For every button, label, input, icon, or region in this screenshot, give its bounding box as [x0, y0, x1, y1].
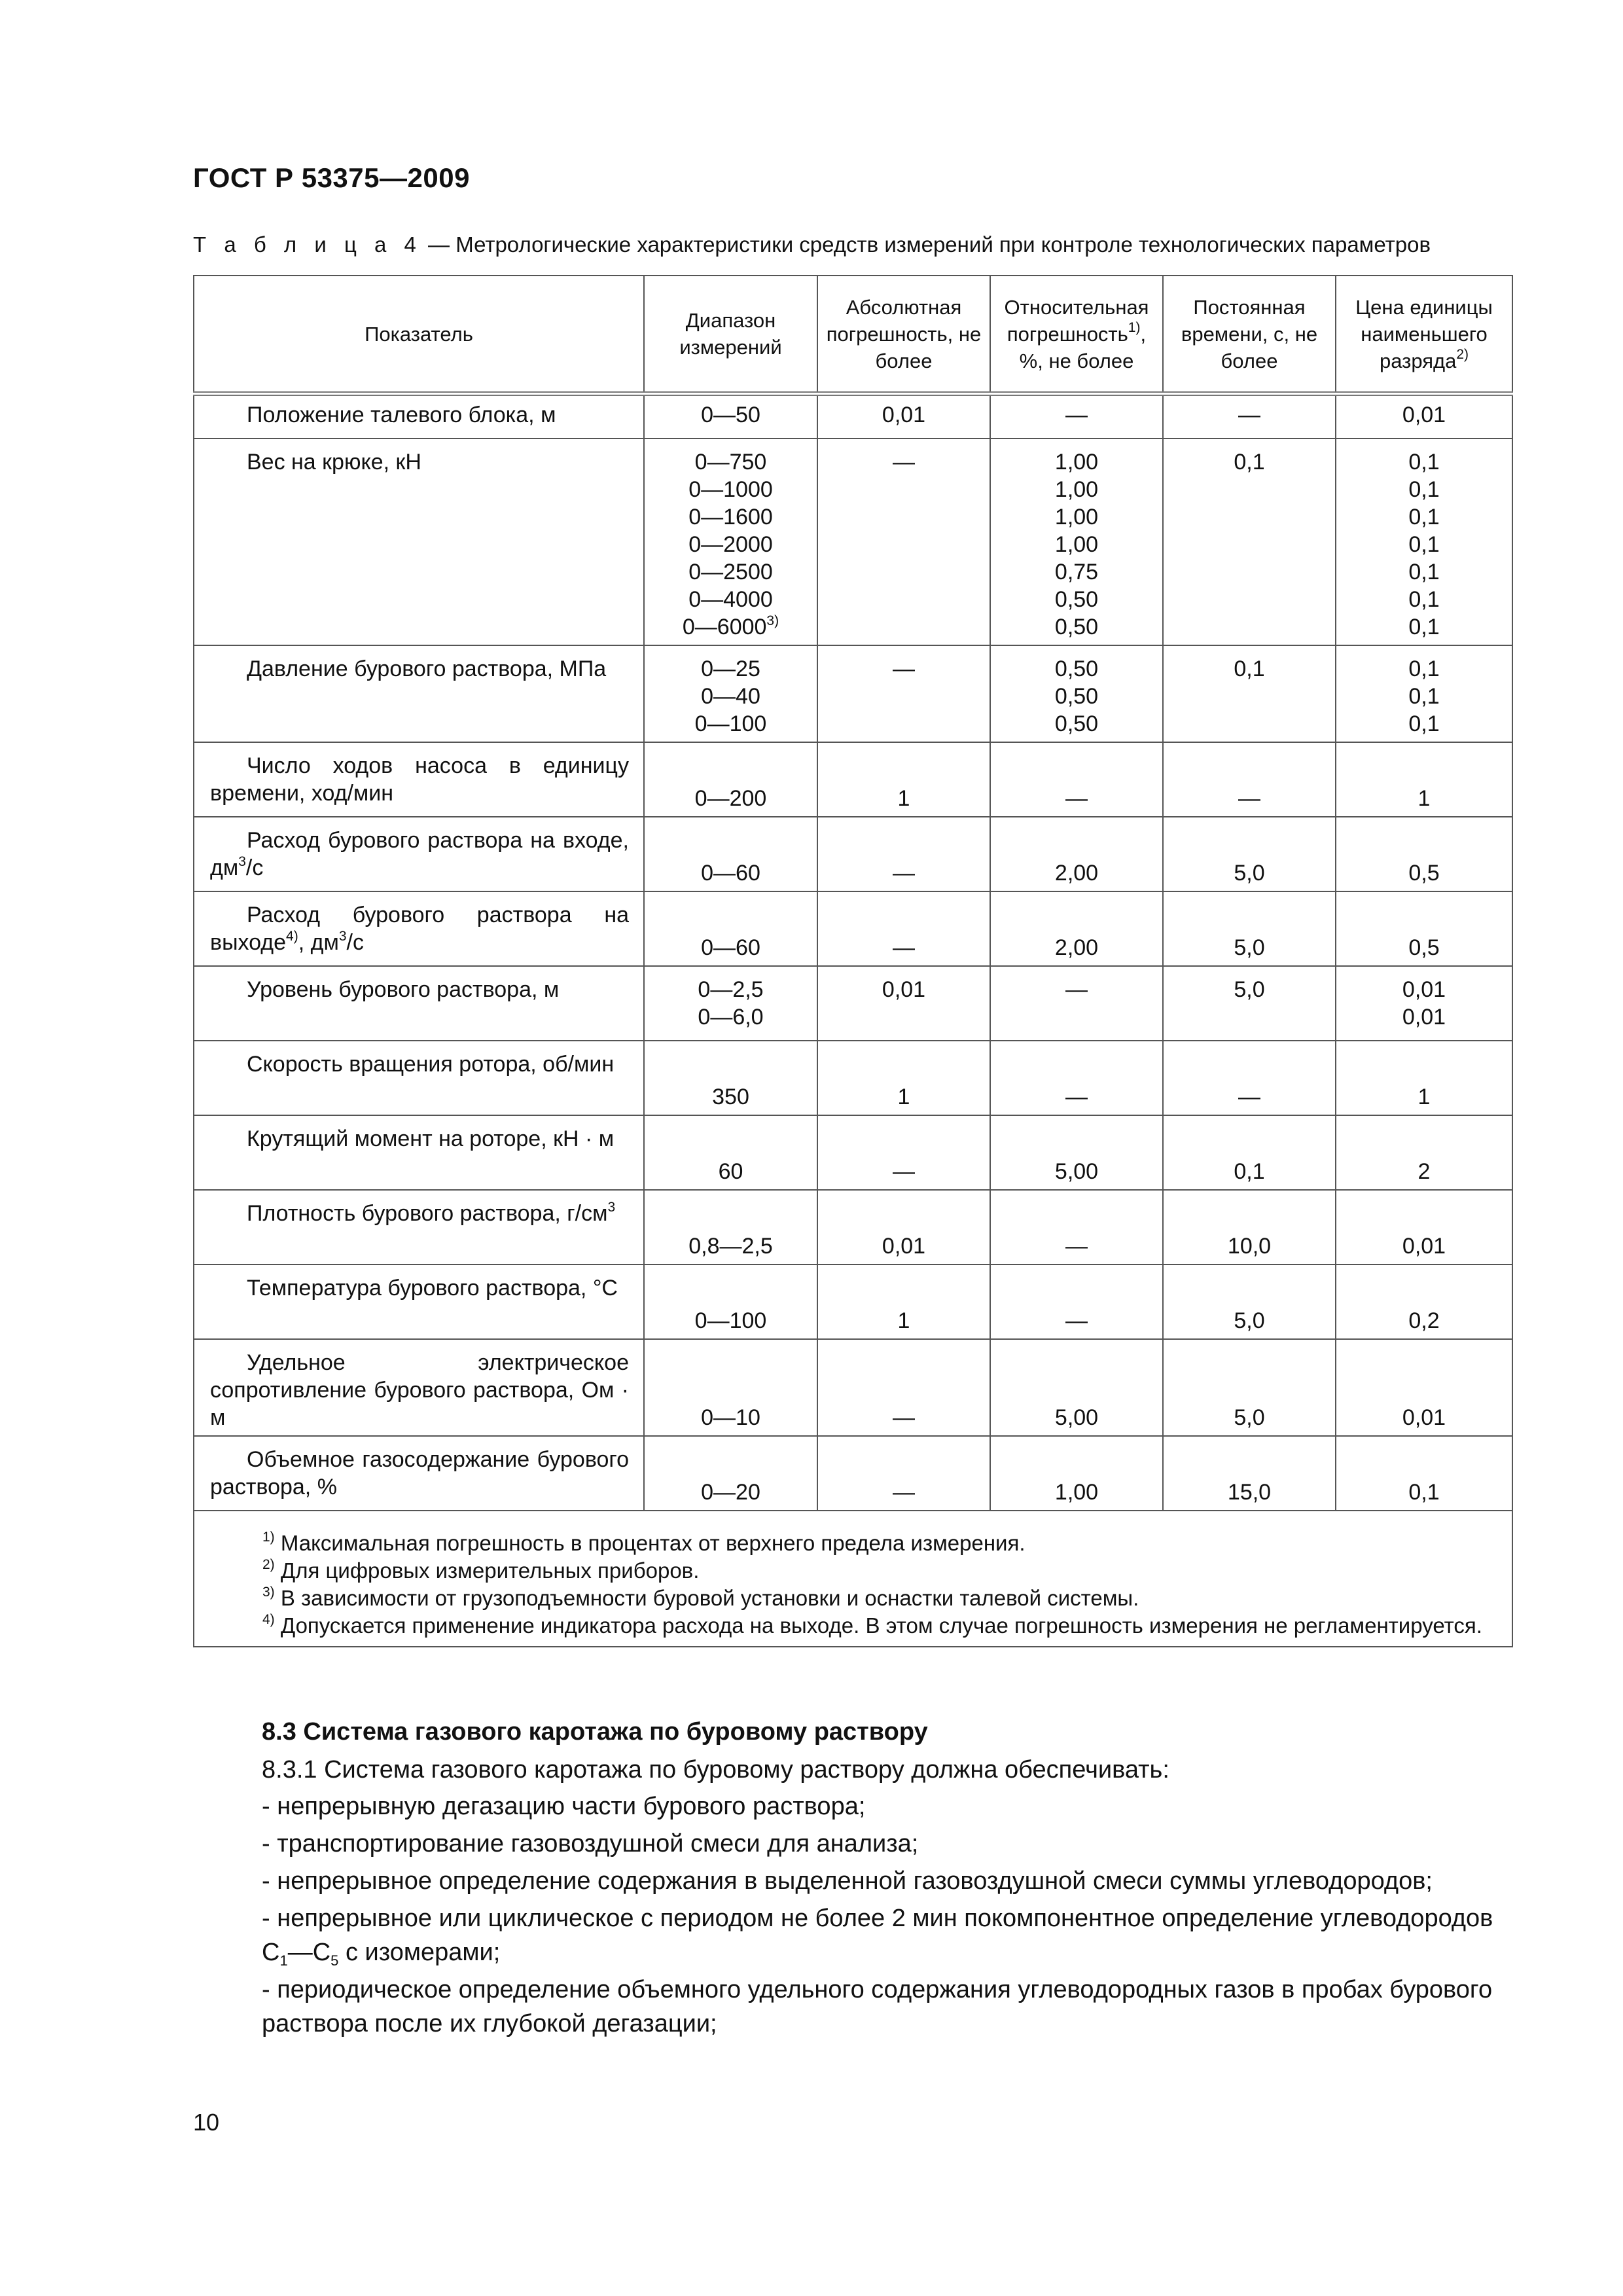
- footnote: [210, 1585, 1496, 1612]
- rel-value: 1,00: [1054, 532, 1099, 557]
- row-time-constant: 0,1: [1163, 1115, 1336, 1190]
- table-row: [194, 891, 1512, 966]
- footnote: [210, 1612, 1496, 1640]
- row-range: 0—200: [644, 742, 817, 817]
- row-time-constant: —: [1163, 1041, 1336, 1115]
- requirements-list: [262, 1789, 1512, 2044]
- row-rel-error: 2,00: [990, 891, 1163, 966]
- row-time-constant: 5,0: [1163, 966, 1336, 1041]
- row-parameter: [194, 817, 644, 891]
- row-rel-error: [990, 645, 1163, 742]
- row-resolution: 2: [1336, 1115, 1512, 1190]
- range-value: 0—4000: [688, 587, 773, 612]
- row-abs-error: 1: [817, 742, 990, 817]
- range-value: 0—25: [701, 656, 760, 681]
- unit-superscript: 3: [607, 1200, 616, 1215]
- row-time-constant: 0,1: [1163, 645, 1336, 742]
- row-abs-error: 0,01: [817, 966, 990, 1041]
- rel-value: 0,50: [1054, 656, 1099, 681]
- footnote-text: Максимальная погрешность в процентах от верхнего предела измерения.: [274, 1531, 1026, 1555]
- row-range: 0—50: [644, 394, 817, 439]
- unit-superscript: 3: [338, 929, 347, 944]
- footnote: [210, 1557, 1496, 1585]
- price-value: 0,1: [1408, 532, 1440, 557]
- rel-value: 0,75: [1054, 560, 1099, 584]
- price-value: 0,1: [1408, 615, 1440, 639]
- row-range: [644, 966, 817, 1041]
- price-value: 0,1: [1408, 450, 1440, 475]
- row-range: 60: [644, 1115, 817, 1190]
- range-value: 0—750: [694, 450, 767, 475]
- price-value: 0,1: [1408, 684, 1440, 709]
- list-item-text: с изомерами;: [338, 1939, 501, 1966]
- row-parameter-text: Расход бурового раствора на выходе: [210, 903, 629, 955]
- price-value: 0,1: [1408, 656, 1440, 681]
- price-value: 0,1: [1408, 477, 1440, 502]
- row-rel-error: 1,00: [990, 1436, 1163, 1511]
- row-time-constant: 0,1: [1163, 439, 1336, 645]
- range-footnote-mark: 3): [766, 613, 779, 628]
- row-parameter: Объемное газосодержание бурового раствора, %: [194, 1436, 644, 1511]
- price-value: 0,01: [1402, 977, 1446, 1002]
- range-value: 0—1000: [688, 477, 773, 502]
- subscript: 5: [330, 1952, 339, 1969]
- footnote: [210, 1530, 1496, 1557]
- row-time-constant: —: [1163, 742, 1336, 817]
- row-parameter-text: Плотность бурового раствора, г/см: [247, 1201, 608, 1226]
- row-parameter: Скорость вращения ротора, об/мин: [194, 1041, 644, 1115]
- footnote-text: Для цифровых измерительных приборов.: [274, 1558, 700, 1583]
- col-header-rel-error-note: 1): [1128, 319, 1141, 335]
- rel-value: 0,50: [1054, 684, 1099, 709]
- row-abs-error: —: [817, 439, 990, 645]
- range-value: 0—2000: [688, 532, 773, 557]
- rel-value: 1,00: [1054, 450, 1099, 475]
- list-item: [262, 1901, 1512, 1969]
- col-header-time-constant: Постоянная времени, с, не более: [1163, 276, 1336, 394]
- list-item: - непрерывную дегазацию части бурового раствора;: [262, 1793, 866, 1820]
- row-resolution: [1336, 645, 1512, 742]
- row-resolution: 0,5: [1336, 817, 1512, 891]
- table-row: [194, 817, 1512, 891]
- table-caption-text: — Метрологические характеристики средств измерений при контроле технологических параметров: [421, 232, 1431, 257]
- price-value: 0,1: [1408, 505, 1440, 529]
- table-row: [194, 742, 1512, 817]
- row-abs-error: 1: [817, 1041, 990, 1115]
- table-row: [194, 966, 1512, 1041]
- price-value: 0,1: [1408, 560, 1440, 584]
- table-row: [194, 1190, 1512, 1265]
- row-parameter: Давление бурового раствора, МПа: [194, 645, 644, 742]
- list-item: - непрерывное определение содержания в выделенной газовоздушной смеси суммы углеводородов;: [262, 1867, 1433, 1895]
- price-value: 0,1: [1408, 711, 1440, 736]
- range-value: 0—2500: [688, 560, 773, 584]
- subscript: 1: [279, 1952, 288, 1969]
- footnote-text: Допускается применение индикатора расхода на выходе. В этом случае погрешность измерения не регламентируется.: [274, 1613, 1482, 1638]
- row-parameter: [194, 1190, 644, 1265]
- row-resolution: [1336, 439, 1512, 645]
- price-value: 0,1: [1408, 587, 1440, 612]
- row-rel-error: [990, 439, 1163, 645]
- list-item: - периодическое определение объемного удельного содержания углеводородных газов в пробах бурового раствора после их глубокой дегазации;: [262, 1976, 1493, 2037]
- rel-value: 1,00: [1054, 477, 1099, 502]
- row-parameter: Положение талевого блока, м: [194, 394, 644, 439]
- row-rel-error: —: [990, 742, 1163, 817]
- row-rel-error: 5,00: [990, 1339, 1163, 1436]
- range-value: 0—2,5: [698, 977, 764, 1002]
- row-resolution: 0,01: [1336, 1190, 1512, 1265]
- rel-value: 0,50: [1054, 711, 1099, 736]
- col-header-abs-error: Абсолютная погрешность, не более: [817, 276, 990, 394]
- row-abs-error: —: [817, 645, 990, 742]
- row-parameter: Удельное электрическое сопротивление бурового раствора, Ом · м: [194, 1339, 644, 1436]
- col-header-rel-error-suffix: , %, не более: [1019, 322, 1147, 372]
- row-abs-error: 1: [817, 1265, 990, 1339]
- list-item: - транспортирование газовоздушной смеси для анализа;: [262, 1830, 919, 1857]
- rel-value: 1,00: [1054, 505, 1099, 529]
- range-value: 0—6000: [682, 615, 767, 639]
- row-abs-error: —: [817, 891, 990, 966]
- table-caption-label: Т а б л и ц а 4: [193, 232, 422, 257]
- row-range: 0—60: [644, 817, 817, 891]
- table-row: [194, 1436, 1512, 1511]
- row-abs-error: —: [817, 1436, 990, 1511]
- row-range: 0—10: [644, 1339, 817, 1436]
- table-row: [194, 1041, 1512, 1115]
- list-item-text: —С: [287, 1939, 331, 1966]
- row-parameter-text: Расход бурового раствора на входе, дм: [210, 828, 629, 880]
- row-resolution: [1336, 966, 1512, 1041]
- table-header-row: [194, 276, 1512, 394]
- row-rel-error: —: [990, 1190, 1163, 1265]
- range-value: 0—40: [701, 684, 760, 709]
- row-time-constant: 5,0: [1163, 817, 1336, 891]
- row-range: [644, 439, 817, 645]
- row-resolution: 1: [1336, 742, 1512, 817]
- table-footnotes: [194, 1511, 1512, 1647]
- row-parameter-tail: /с: [346, 930, 364, 955]
- col-header-resolution-note: 2): [1456, 346, 1469, 362]
- row-rel-error: 5,00: [990, 1115, 1163, 1190]
- footnote-mark: 2): [262, 1557, 275, 1572]
- row-abs-error: —: [817, 1339, 990, 1436]
- col-header-parameter: Показатель: [194, 276, 644, 394]
- row-resolution: 0,5: [1336, 891, 1512, 966]
- footnote-mark: 3): [262, 1585, 275, 1600]
- range-value: 0—100: [694, 711, 767, 736]
- range-value: 0—6,0: [698, 1005, 764, 1030]
- col-header-rel-error: [990, 276, 1163, 394]
- page-number: 10: [193, 2109, 220, 2136]
- row-time-constant: 5,0: [1163, 1265, 1336, 1339]
- row-range: 350: [644, 1041, 817, 1115]
- range-value: 0—1600: [688, 505, 773, 529]
- row-rel-error: 2,00: [990, 817, 1163, 891]
- col-header-rel-error-label: Относительная погрешность: [1004, 295, 1149, 346]
- row-resolution: 0,01: [1336, 394, 1512, 439]
- footnote-mark: 4): [286, 929, 298, 944]
- section-heading: 8.3 Система газового каротажа по буровому раствору: [262, 1718, 928, 1746]
- col-header-resolution-label: Цена единицы наименьшего разряда: [1355, 295, 1493, 372]
- row-resolution: 1: [1336, 1041, 1512, 1115]
- rel-value: 0,50: [1054, 587, 1099, 612]
- row-parameter-tail: /с: [245, 855, 264, 880]
- row-range: 0—60: [644, 891, 817, 966]
- table-row: [194, 394, 1512, 439]
- row-time-constant: 5,0: [1163, 1339, 1336, 1436]
- row-range: 0—100: [644, 1265, 817, 1339]
- footnotes-row: [194, 1511, 1512, 1647]
- row-rel-error: —: [990, 966, 1163, 1041]
- row-parameter: Уровень бурового раствора, м: [194, 966, 644, 1041]
- list-item-text: - непрерывное или циклическое с периодом не более 2 мин покомпонентное определение углеводородов С: [262, 1905, 1493, 1966]
- col-header-range: Диапазон измерений: [644, 276, 817, 394]
- table-row: [194, 1265, 1512, 1339]
- row-abs-error: 0,01: [817, 1190, 990, 1265]
- table-row: [194, 1115, 1512, 1190]
- row-parameter: Крутящий момент на роторе, кН · м: [194, 1115, 644, 1190]
- row-parameter: Вес на крюке, кН: [194, 439, 644, 645]
- row-time-constant: 15,0: [1163, 1436, 1336, 1511]
- row-range: 0,8—2,5: [644, 1190, 817, 1265]
- clause-text: 8.3.1 Система газового каротажа по буровому раствору должна обеспечивать:: [262, 1756, 1169, 1784]
- footnote-text: В зависимости от грузоподъемности буровой установки и оснастки талевой системы.: [274, 1586, 1139, 1610]
- row-resolution: 0,1: [1336, 1436, 1512, 1511]
- row-rel-error: —: [990, 1041, 1163, 1115]
- footnote-mark: 1): [262, 1530, 275, 1545]
- row-parameter: Число ходов насоса в единицу времени, ход/мин: [194, 742, 644, 817]
- price-value: 0,01: [1402, 1005, 1446, 1030]
- row-parameter-mid: , дм: [298, 930, 339, 955]
- row-resolution: 0,2: [1336, 1265, 1512, 1339]
- document-id: ГОСТ Р 53375—2009: [193, 162, 470, 193]
- row-abs-error: 0,01: [817, 394, 990, 439]
- row-rel-error: —: [990, 394, 1163, 439]
- rel-value: 0,50: [1054, 615, 1099, 639]
- row-time-constant: 10,0: [1163, 1190, 1336, 1265]
- unit-superscript: 3: [238, 854, 246, 869]
- row-rel-error: —: [990, 1265, 1163, 1339]
- row-abs-error: —: [817, 1115, 990, 1190]
- col-header-resolution: [1336, 276, 1512, 394]
- row-abs-error: —: [817, 817, 990, 891]
- footnote-mark: 4): [262, 1612, 275, 1627]
- table-row: [194, 439, 1512, 645]
- metrology-table: [193, 275, 1513, 1647]
- row-time-constant: 5,0: [1163, 891, 1336, 966]
- row-parameter: Температура бурового раствора, °С: [194, 1265, 644, 1339]
- table-row: [194, 645, 1512, 742]
- row-time-constant: —: [1163, 394, 1336, 439]
- row-parameter: [194, 891, 644, 966]
- row-range: 0—20: [644, 1436, 817, 1511]
- row-resolution: 0,01: [1336, 1339, 1512, 1436]
- table-caption: [193, 232, 1431, 257]
- row-range: [644, 645, 817, 742]
- table-row: [194, 1339, 1512, 1436]
